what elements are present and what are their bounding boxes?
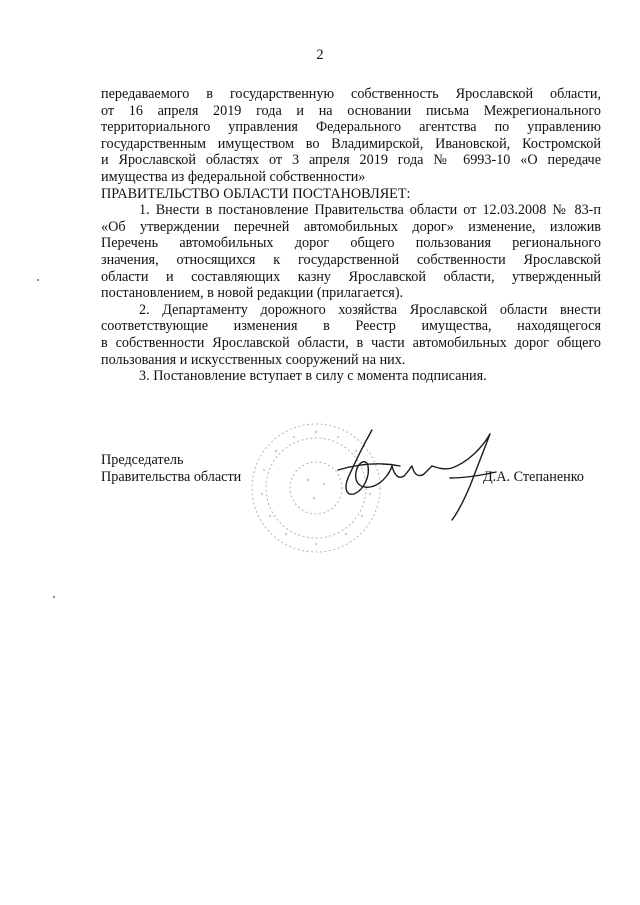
text-line: 1. Внести в постановление Правительства области от 12.03.2008 № 83-п: [139, 202, 601, 219]
text-line: значения, относящихся к государственной собственности Ярославской: [101, 251, 601, 268]
margin-dot: [37, 279, 39, 281]
signatory-title-line2: Правительства области: [101, 468, 242, 485]
text-line: в собственности Ярославской области, в части автомобильных дорог общего: [101, 334, 601, 351]
signatory-title-line1: Председатель: [101, 452, 184, 468]
margin-dot: [53, 596, 55, 598]
text-line: соответствующие изменения в Реестр имущества, находящегося: [101, 318, 601, 335]
text-line: передаваемого в государственную собственность Ярославской области,: [101, 86, 601, 102]
signature-block: [101, 452, 601, 562]
text-line: имущества из федеральной собственности»: [101, 168, 366, 185]
text-line: от 16 апреля 2019 года и на основании письма Межрегионального: [101, 102, 601, 119]
text-line: территориального управления Федерального агентства по управлению: [101, 119, 601, 136]
document-body: [101, 86, 601, 385]
text-line: «Об утверждении перечней автомобильных дорог» изменение, изложив: [101, 218, 601, 235]
text-line: 3. Постановление вступает в силу с момента подписания.: [139, 368, 487, 385]
page-number: 2: [316, 47, 324, 63]
resolution-heading: ПРАВИТЕЛЬСТВО ОБЛАСТИ ПОСТАНОВЛЯЕТ:: [101, 185, 411, 202]
text-line: 2. Департаменту дорожного хозяйства Ярославской области внести: [139, 301, 601, 318]
text-line: Перечень автомобильных дорог общего пользования регионального: [101, 235, 601, 252]
signatory-name: Д.А. Степаненко: [483, 468, 584, 485]
text-line: государственным имуществом во Владимирской, Ивановской, Костромской: [101, 135, 601, 152]
text-line: пользования и искусственных сооружений на них.: [101, 351, 406, 368]
text-line: постановлением, в новой редакции (прилагается).: [101, 285, 404, 302]
text-line: и Ярославской областях от 3 апреля 2019 года № 6993-10 «О передаче: [101, 152, 601, 169]
text-line: области и составляющих казну Ярославской области, утвержденный: [101, 268, 601, 285]
